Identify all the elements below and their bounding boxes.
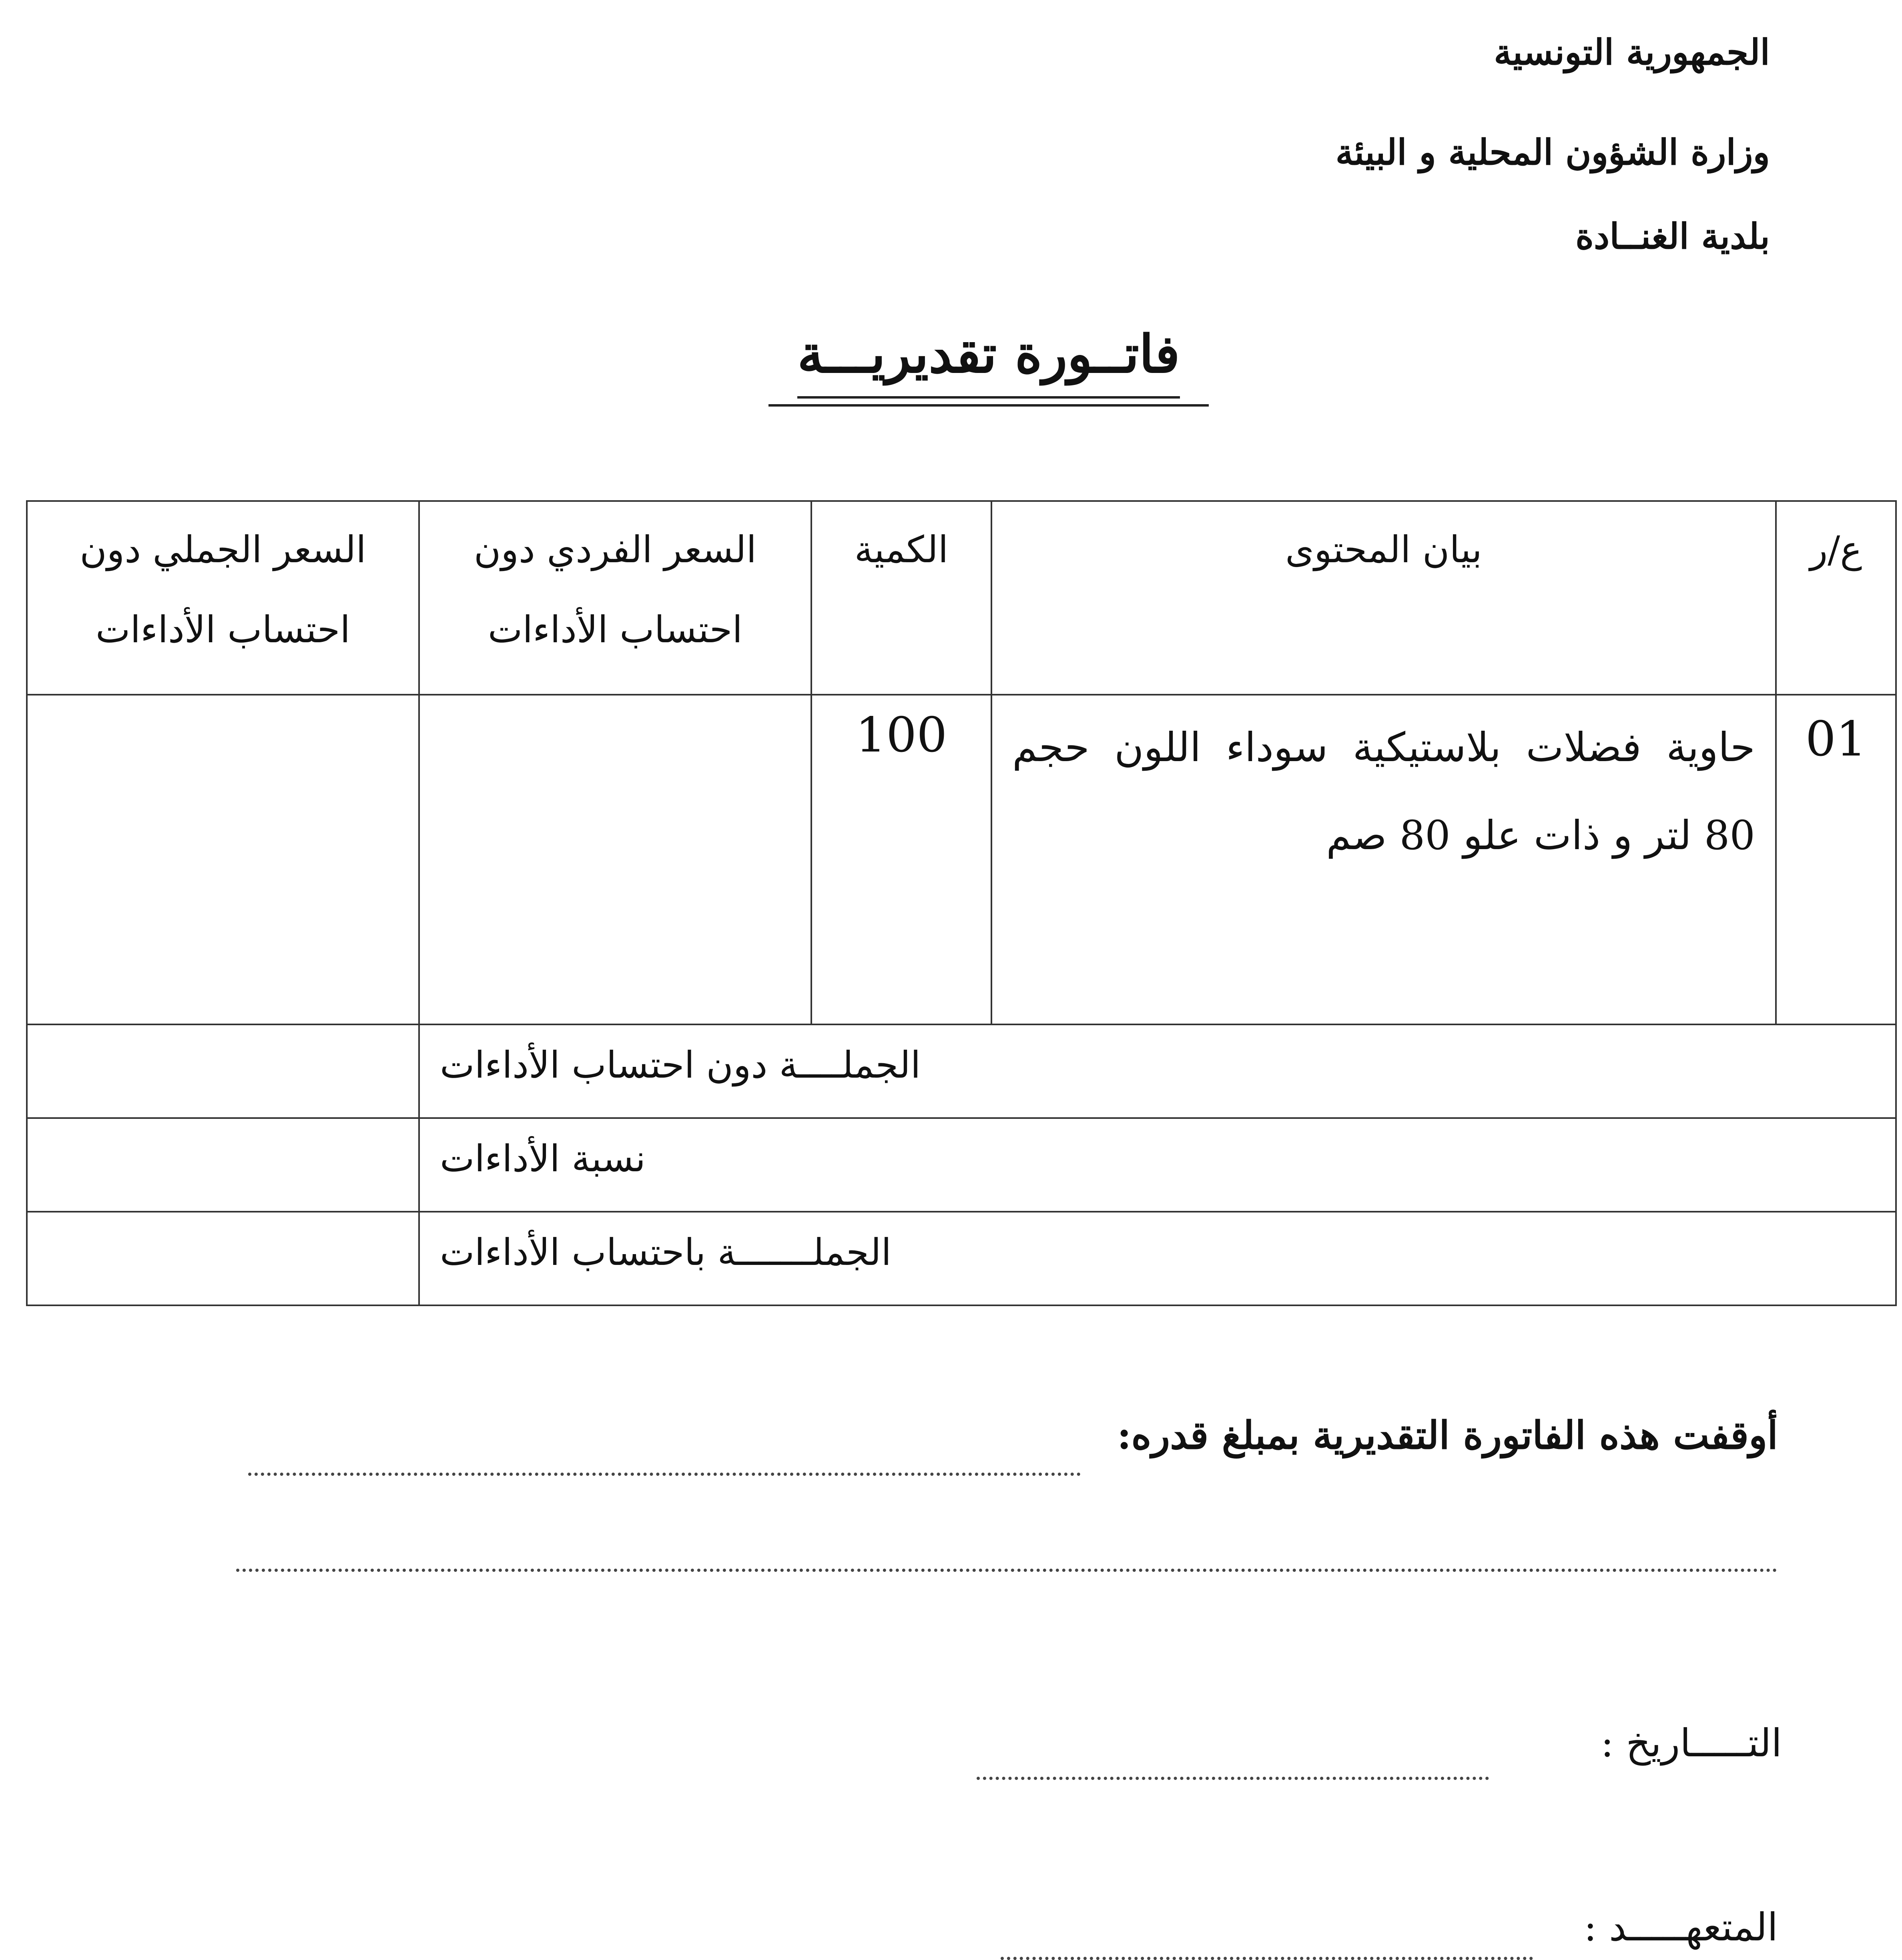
table-row	[27, 695, 1896, 1024]
summary-row-tax	[27, 1118, 1896, 1212]
cell-no: 01	[1776, 695, 1896, 1024]
cell-description: حاوية فضلات بلاستيكية سوداء اللون حجم 80 لتر و ذات علو 80 صم	[991, 695, 1776, 1024]
total-value	[27, 1212, 419, 1305]
header-description: بيان المحتوى	[991, 501, 1776, 695]
header-total-price: السعر الجملي دون احتساب الأداءات	[27, 501, 419, 695]
amount-statement: أوقفت هذه الفاتورة التقديرية بمبلغ قدره:	[1117, 1413, 1778, 1458]
summary-row-total	[27, 1212, 1896, 1305]
amount-dotted-line-1	[248, 1473, 1081, 1476]
amount-dotted-line-2	[236, 1569, 1777, 1572]
municipality-name: بلدية الغنــادة	[1575, 215, 1770, 257]
committed-dotted-line	[1001, 1957, 1533, 1960]
title-double-underline	[768, 404, 1209, 407]
header-quantity: الكمية	[811, 501, 991, 695]
total-label: الجملـــــــة باحتساب الأداءات	[419, 1212, 1896, 1305]
header-unit-price: السعر الفردي دون احتساب الأداءات	[419, 501, 811, 695]
date-label: التـــــاريخ :	[1601, 1721, 1782, 1766]
cell-quantity: 100	[811, 695, 991, 1024]
invoice-table	[26, 500, 1897, 1306]
document-title: فاتــورة تقديريـــة	[797, 320, 1180, 399]
title-block	[768, 320, 1209, 407]
cell-unit-price	[419, 695, 811, 1024]
ministry-name: وزارة الشؤون المحلية و البيئة	[1335, 131, 1770, 173]
tax-rate-label: نسبة الأداءات	[419, 1118, 1896, 1212]
table-header-row	[27, 501, 1896, 695]
header-no: ع/ر	[1776, 501, 1896, 695]
subtotal-value	[27, 1024, 419, 1118]
cell-total-price	[27, 695, 419, 1024]
tax-rate-value	[27, 1118, 419, 1212]
summary-row-subtotal	[27, 1024, 1896, 1118]
country-name: الجمهورية التونسية	[1494, 31, 1770, 73]
date-dotted-line	[977, 1777, 1489, 1780]
subtotal-label: الجملــــة دون احتساب الأداءات	[419, 1024, 1896, 1118]
committed-label: المتعهـــــد :	[1584, 1905, 1778, 1950]
